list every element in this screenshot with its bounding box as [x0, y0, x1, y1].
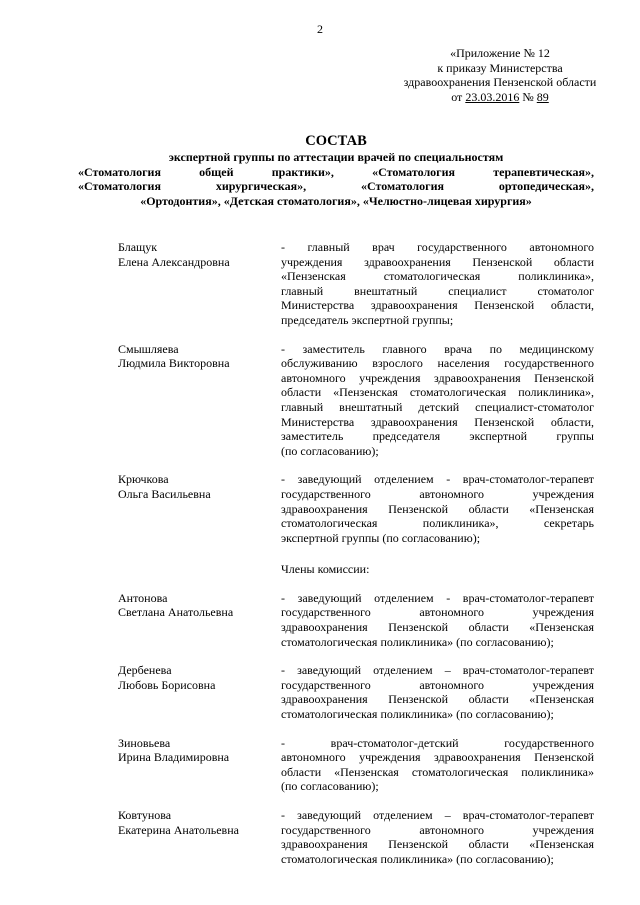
role-line: здравоохранения Пензенской области «Пензенская: [281, 501, 594, 516]
role-line: стоматологическая поликлиника», секретарь: [281, 516, 594, 531]
person-role: [281, 808, 594, 866]
person-role: [281, 663, 594, 721]
person-entry: [118, 240, 594, 328]
role-line: (по согласованию);: [281, 779, 379, 794]
person-surname: Ковтунова: [118, 808, 172, 822]
role-line: «Пензенская стоматологическая поликлиника»,: [281, 269, 594, 284]
role-line: здравоохранения Пензенской области «Пензенская: [281, 620, 594, 635]
role-line: главный внештатный детский специалист-стоматолог: [281, 399, 594, 414]
title-line-5: «Ортодонтия», «Детская стоматология», «Челюстно-лицевая хирургия»: [140, 193, 532, 208]
person-surname: Блащук: [118, 240, 158, 254]
appendix-line-3: здравоохранения Пензенской области: [403, 75, 597, 90]
role-line: автономного учреждения здравоохранения Пензенской: [281, 370, 594, 385]
role-line: области «Пензенская стоматологическая поликлиника»: [281, 764, 594, 779]
person-given-name: Ольга Васильевна: [118, 486, 211, 501]
person-role: [281, 591, 594, 649]
members-list: [118, 591, 594, 867]
person-given-name: Ирина Владимировна: [118, 750, 230, 765]
role-line: государственного автономного учреждения: [281, 822, 594, 837]
role-line: государственного автономного учреждения: [281, 677, 594, 692]
title-line-3: «Стоматология общей практики», «Стоматология терапевтическая»,: [78, 164, 594, 179]
role-line: здравоохранения Пензенской области «Пензенская: [281, 692, 594, 707]
title-heading: СОСТАВ: [305, 133, 367, 149]
role-line: - заведующий отделением – врач-стоматолог-терапевт: [281, 663, 594, 678]
role-line: стоматологическая поликлиника» (по согласованию);: [281, 851, 554, 866]
appendix-line-4: [380, 90, 620, 105]
role-line: - заместитель главного врача по медицинскому: [281, 341, 594, 356]
role-line: председатель экспертной группы;: [281, 312, 454, 327]
role-line: (по согласованию);: [281, 443, 379, 458]
role-line: обслуживанию взрослого населения государственного: [281, 356, 594, 371]
role-line: здравоохранения Пензенской области «Пензенская: [281, 837, 594, 852]
person-given-name: Екатерина Анатольевна: [118, 822, 239, 837]
person-entry: [118, 591, 594, 649]
role-line: - заведующий отделением - врач-стоматолог-терапевт: [281, 590, 594, 605]
person-given-name: Людмила Викторовна: [118, 356, 230, 371]
person-role: [281, 240, 594, 328]
role-line: стоматологическая поликлиника» (по согласованию);: [281, 707, 554, 722]
role-line: - заведующий отделением - врач-стоматолог-терапевт: [281, 472, 594, 487]
appendix-number: 89: [536, 89, 549, 104]
person-name: [118, 591, 281, 649]
person-name: [118, 240, 281, 328]
person-role: [281, 472, 594, 545]
person-name: [118, 736, 281, 794]
person-entry: [118, 736, 594, 794]
person-given-name: Елена Александровна: [118, 254, 230, 269]
person-surname: Зиновьева: [118, 735, 171, 750]
appendix-number-sign: №: [519, 89, 537, 104]
appendix-date: 23.03.2016: [465, 89, 520, 104]
person-name: [118, 472, 281, 545]
role-line: области «Пензенская стоматологическая поликлиника»,: [281, 385, 594, 400]
person-role: [281, 736, 594, 794]
members-heading: Члены комиссии:: [281, 562, 370, 577]
role-line: учреждения здравоохранения Пензенской области: [281, 254, 594, 269]
person-surname: Дербенева: [118, 663, 172, 678]
person-entry: [118, 342, 594, 459]
person-entry: [118, 808, 594, 866]
appendix-date-prefix: от: [451, 89, 466, 104]
person-surname: Крючкова: [118, 472, 169, 487]
role-line: государственного автономного учреждения: [281, 605, 594, 620]
role-line: автономного учреждения здравоохранения Пензенской: [281, 750, 594, 765]
person-entry: [118, 472, 594, 545]
person-role: [281, 342, 594, 459]
person-entry: [118, 663, 594, 721]
person-given-name: Любовь Борисовна: [118, 677, 216, 692]
role-line: заместитель председателя экспертной группы: [281, 429, 594, 444]
leadership-list: [118, 240, 594, 545]
document-title: [78, 132, 594, 208]
person-surname: Смышляева: [118, 341, 179, 356]
appendix-line-2: к приказу Министерства: [437, 60, 563, 75]
role-line: Министерства здравоохранения Пензенской области,: [281, 298, 594, 313]
title-line-2: экспертной группы по аттестации врачей по специальностям: [168, 150, 504, 164]
person-given-name: Светлана Анатольевна: [118, 605, 234, 620]
title-line-4: «Стоматология хирургическая», «Стоматология ортопедическая»,: [78, 179, 594, 194]
appendix-line-1: «Приложение № 12: [450, 46, 550, 60]
role-line: - врач-стоматолог-детский государственного: [281, 735, 594, 750]
person-name: [118, 663, 281, 721]
role-line: Министерства здравоохранения Пензенской области,: [281, 414, 594, 429]
person-surname: Антонова: [118, 590, 168, 605]
person-name: [118, 342, 281, 459]
composition-list: [118, 240, 594, 880]
role-line: - главный врач государственного автономного: [281, 240, 594, 254]
role-line: экспертной группы (по согласованию);: [281, 530, 481, 545]
role-line: - заведующий отделением – врач-стоматолог-терапевт: [281, 808, 594, 822]
person-name: [118, 808, 281, 866]
appendix-header: [380, 46, 620, 104]
role-line: стоматологическая поликлиника» (по согласованию);: [281, 634, 554, 649]
role-line: главный внештатный специалист стоматолог: [281, 283, 594, 298]
page-number: 2: [317, 22, 323, 36]
role-line: государственного автономного учреждения: [281, 486, 594, 501]
